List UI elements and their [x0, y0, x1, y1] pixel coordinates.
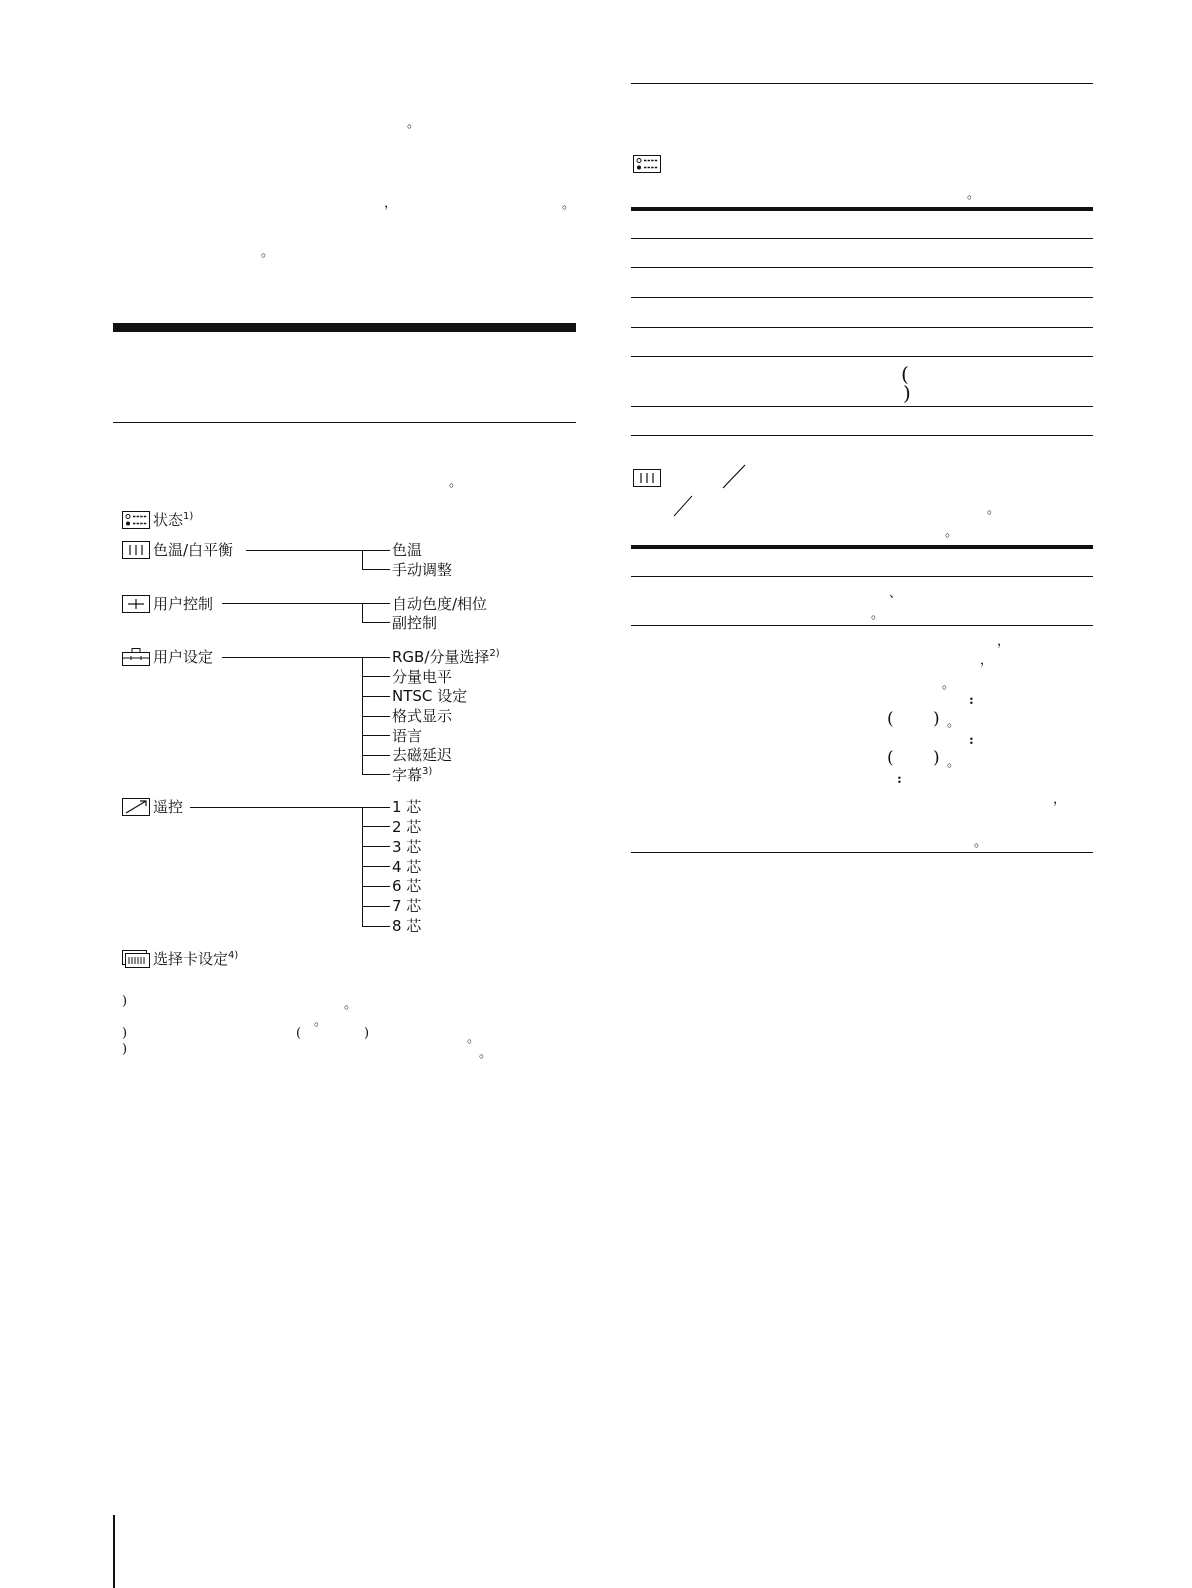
menu-item-label: 选择卡设定 [153, 950, 229, 968]
slash-mark [723, 465, 745, 488]
sub-item: 去磁延迟 [392, 746, 453, 764]
sub-item: 语言 [392, 727, 423, 745]
sub-item: 3 芯 [392, 838, 422, 856]
slash-mark [674, 496, 692, 516]
table-mark: ) [933, 748, 940, 768]
footnote-ref: 4) [228, 950, 239, 961]
footnote-mark: ( [296, 1026, 302, 1041]
table-mark: ) [933, 709, 940, 729]
table-bottom-rule [631, 852, 1093, 853]
footnote-mark: ) [364, 1026, 370, 1041]
sub-item: 格式显示 [392, 707, 453, 725]
footnote-mark: ) [122, 994, 128, 1009]
table-row-rule [631, 576, 1093, 577]
table-header-rule [631, 545, 1093, 549]
table-mark: ( [901, 362, 909, 386]
menu-item-label: 用户控制 [153, 595, 214, 613]
sub-item: 手动调整 [392, 561, 453, 579]
table-mark: ) [903, 381, 911, 405]
footnote-mark: 。 [467, 1031, 481, 1046]
table-mark: 。 [947, 715, 961, 730]
table-row-rule [631, 625, 1093, 626]
intro-mark: ， [384, 196, 398, 211]
sub-item: NTSC 设定 [392, 687, 468, 705]
table-mark: : [897, 772, 902, 787]
intro-mark: 。 [261, 245, 275, 260]
tree-intro-mark: 。 [449, 475, 463, 490]
sub-item: 8 芯 [392, 917, 422, 935]
footnote-mark: 。 [479, 1046, 493, 1061]
intro-mark: 。 [562, 197, 576, 212]
menu-item-label: 状态 [153, 511, 184, 529]
table-mark: 。 [947, 755, 961, 770]
table-mark: 、 [889, 586, 903, 601]
menu-item-label: 遥控 [153, 798, 184, 816]
footnote-mark: ) [122, 1042, 128, 1057]
sub-item: 字幕$^{3)}$ [392, 766, 433, 784]
table-mark: 。 [942, 677, 956, 692]
sub-item: 副控制 [392, 614, 438, 632]
color-section-mark: 。 [987, 502, 1001, 517]
menu-item-label: 用户设定 [153, 648, 214, 666]
footnote-ref: 3) [422, 766, 433, 777]
table-mark: ( [887, 709, 894, 729]
table-mark: 。 [871, 607, 885, 622]
footnote-ref: 2) [489, 648, 500, 659]
sub-item: 6 芯 [392, 877, 422, 895]
color-section-mark: 。 [945, 525, 959, 540]
table-mark: ( [887, 748, 894, 768]
table-mark: : [969, 733, 974, 748]
intro-mark: 。 [407, 116, 421, 131]
status-section-mark: 。 [967, 187, 981, 202]
sub-item: 2 芯 [392, 818, 422, 836]
sub-item: 7 芯 [392, 897, 422, 915]
footnote-mark: ) [122, 1026, 128, 1041]
sub-item: 4 芯 [392, 858, 422, 876]
sub-item: 色温 [392, 541, 423, 559]
footnote-mark: 。 [344, 997, 358, 1012]
table-mark: : [969, 693, 974, 708]
table-mark: ， [980, 653, 994, 668]
sub-item: RGB/分量选择$^{2)}$ [392, 648, 500, 666]
table-mark: 。 [974, 835, 988, 850]
menu-item-label: 色温/白平衡 [153, 541, 234, 559]
footnote-ref: 1) [183, 511, 194, 522]
table-mark: ， [1053, 792, 1067, 807]
sub-item: 1 芯 [392, 798, 422, 816]
sub-item: 分量电平 [392, 668, 453, 686]
sub-item: 自动色度/相位 [392, 595, 488, 613]
footnote-mark: 。 [314, 1014, 328, 1029]
table-mark: ， [997, 634, 1011, 649]
